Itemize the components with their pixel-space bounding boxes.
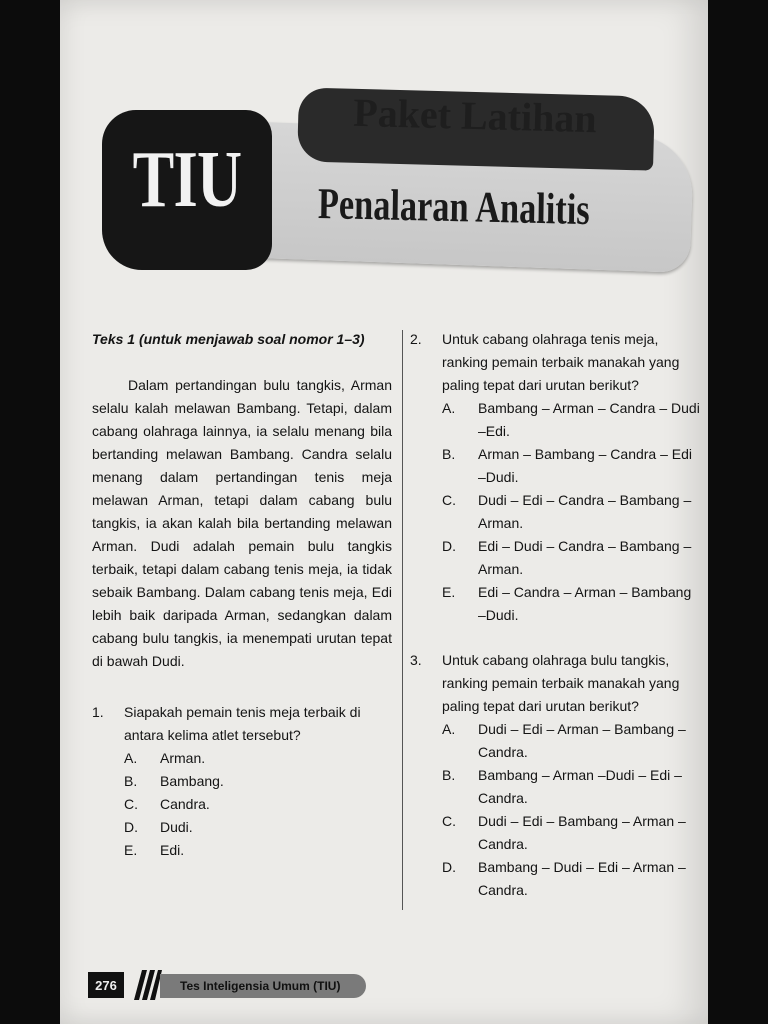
option-letter: D. [124,819,138,835]
page-number: 276 [88,972,124,998]
option-text: Bambang – Dudi – Edi – Arman – Candra. [478,859,686,898]
question-1 [92,701,392,862]
option-text: Arman – Bambang – Candra – Edi –Dudi. [478,446,693,485]
option-letter: B. [442,767,456,783]
option-letter: C. [442,813,456,829]
option-letter: B. [124,773,138,789]
answer-option [124,793,392,816]
option-letter: C. [124,796,138,812]
option-text: Bambang – Arman – Candra – Dudi –Edi. [478,400,700,439]
question-number: 1. [92,704,104,720]
option-text: Candra. [160,796,210,812]
option-letter: E. [442,584,456,600]
option-text: Dudi – Edi – Candra – Bambang –Arman. [478,492,692,531]
answer-option [442,856,700,902]
option-text: Edi. [160,842,185,858]
answer-option [124,747,392,770]
answer-option [124,839,392,862]
column-divider [402,330,403,910]
answer-option [442,581,700,627]
option-letter: A. [442,721,456,737]
right-column [410,328,700,902]
question-3 [410,649,700,902]
question-text: Siapakah pemain tenis meja terbaik di antara kelima atlet tersebut? [124,704,361,743]
option-letter: B. [442,446,456,462]
answer-option [442,718,700,764]
stripes-icon [128,970,162,1000]
option-letter: A. [442,400,456,416]
option-text: Dudi – Edi – Bambang – Arman –Candra. [478,813,686,852]
question-2 [410,328,700,627]
answer-option [442,443,700,489]
text-heading: Teks 1 (untuk menjawab soal nomor 1–3) [92,331,365,347]
answer-option [442,535,700,581]
answer-option [124,770,392,793]
option-letter: A. [124,750,138,766]
option-text: Dudi. [160,819,193,835]
footer-book-title: Tes Inteligensia Umum (TIU) [160,974,366,998]
option-text: Edi – Candra – Arman – Bambang –Dudi. [478,584,692,623]
tiu-badge-label: TIU [132,136,242,224]
option-text: Bambang. [160,773,224,789]
option-text: Dudi – Edi – Arman – Bambang –Candra. [478,721,686,760]
option-letter: D. [442,538,456,554]
question-number: 3. [410,652,422,668]
question-text: Untuk cabang olahraga tenis meja, ranking pemain terbaik manakah yang paling tepat dari urutan berikut? [442,331,680,393]
option-text: Bambang – Arman –Dudi – Edi – Candra. [478,767,682,806]
chapter-title: Penalaran Analitis [317,179,591,235]
answer-option [442,764,700,810]
answer-option [124,816,392,839]
question-number: 2. [410,331,422,347]
option-text: Arman. [160,750,206,766]
answer-option [442,489,700,535]
question-text: Untuk cabang olahraga bulu tangkis, ranking pemain terbaik manakah yang paling tepat dari urutan berikut? [442,652,680,714]
banner-top-title: Paket Latihan [352,89,598,142]
option-letter: D. [442,859,456,875]
answer-option [442,810,700,856]
option-letter: E. [124,842,138,858]
answer-option [442,397,700,443]
left-column [92,328,392,862]
option-letter: C. [442,492,456,508]
reading-passage: Dalam pertandingan bulu tangkis, Arman selalu kalah melawan Bambang. Tetapi, dalam cabang olahraga lainnya, ia selalu menang bila bertanding melawan Bambang. Candra selalu menang dalam pertandingan tenis meja melawan Arman, tetapi dalam cabang bulu tangkis, ia akan kalah bila bertanding melawan Arman. Dudi adalah pemain bulu tangkis terbaik, tetapi dalam cabang tenis meja, ia tidak sebaik Bambang. Dalam cabang tenis meja, Edi lebih baik daripada Arman, sedangkan dalam cabang bulu tangkis, ia menempati urutan tepat di bawah Dudi. [92,377,392,669]
option-text: Edi – Dudi – Candra – Bambang –Arman. [478,538,692,577]
